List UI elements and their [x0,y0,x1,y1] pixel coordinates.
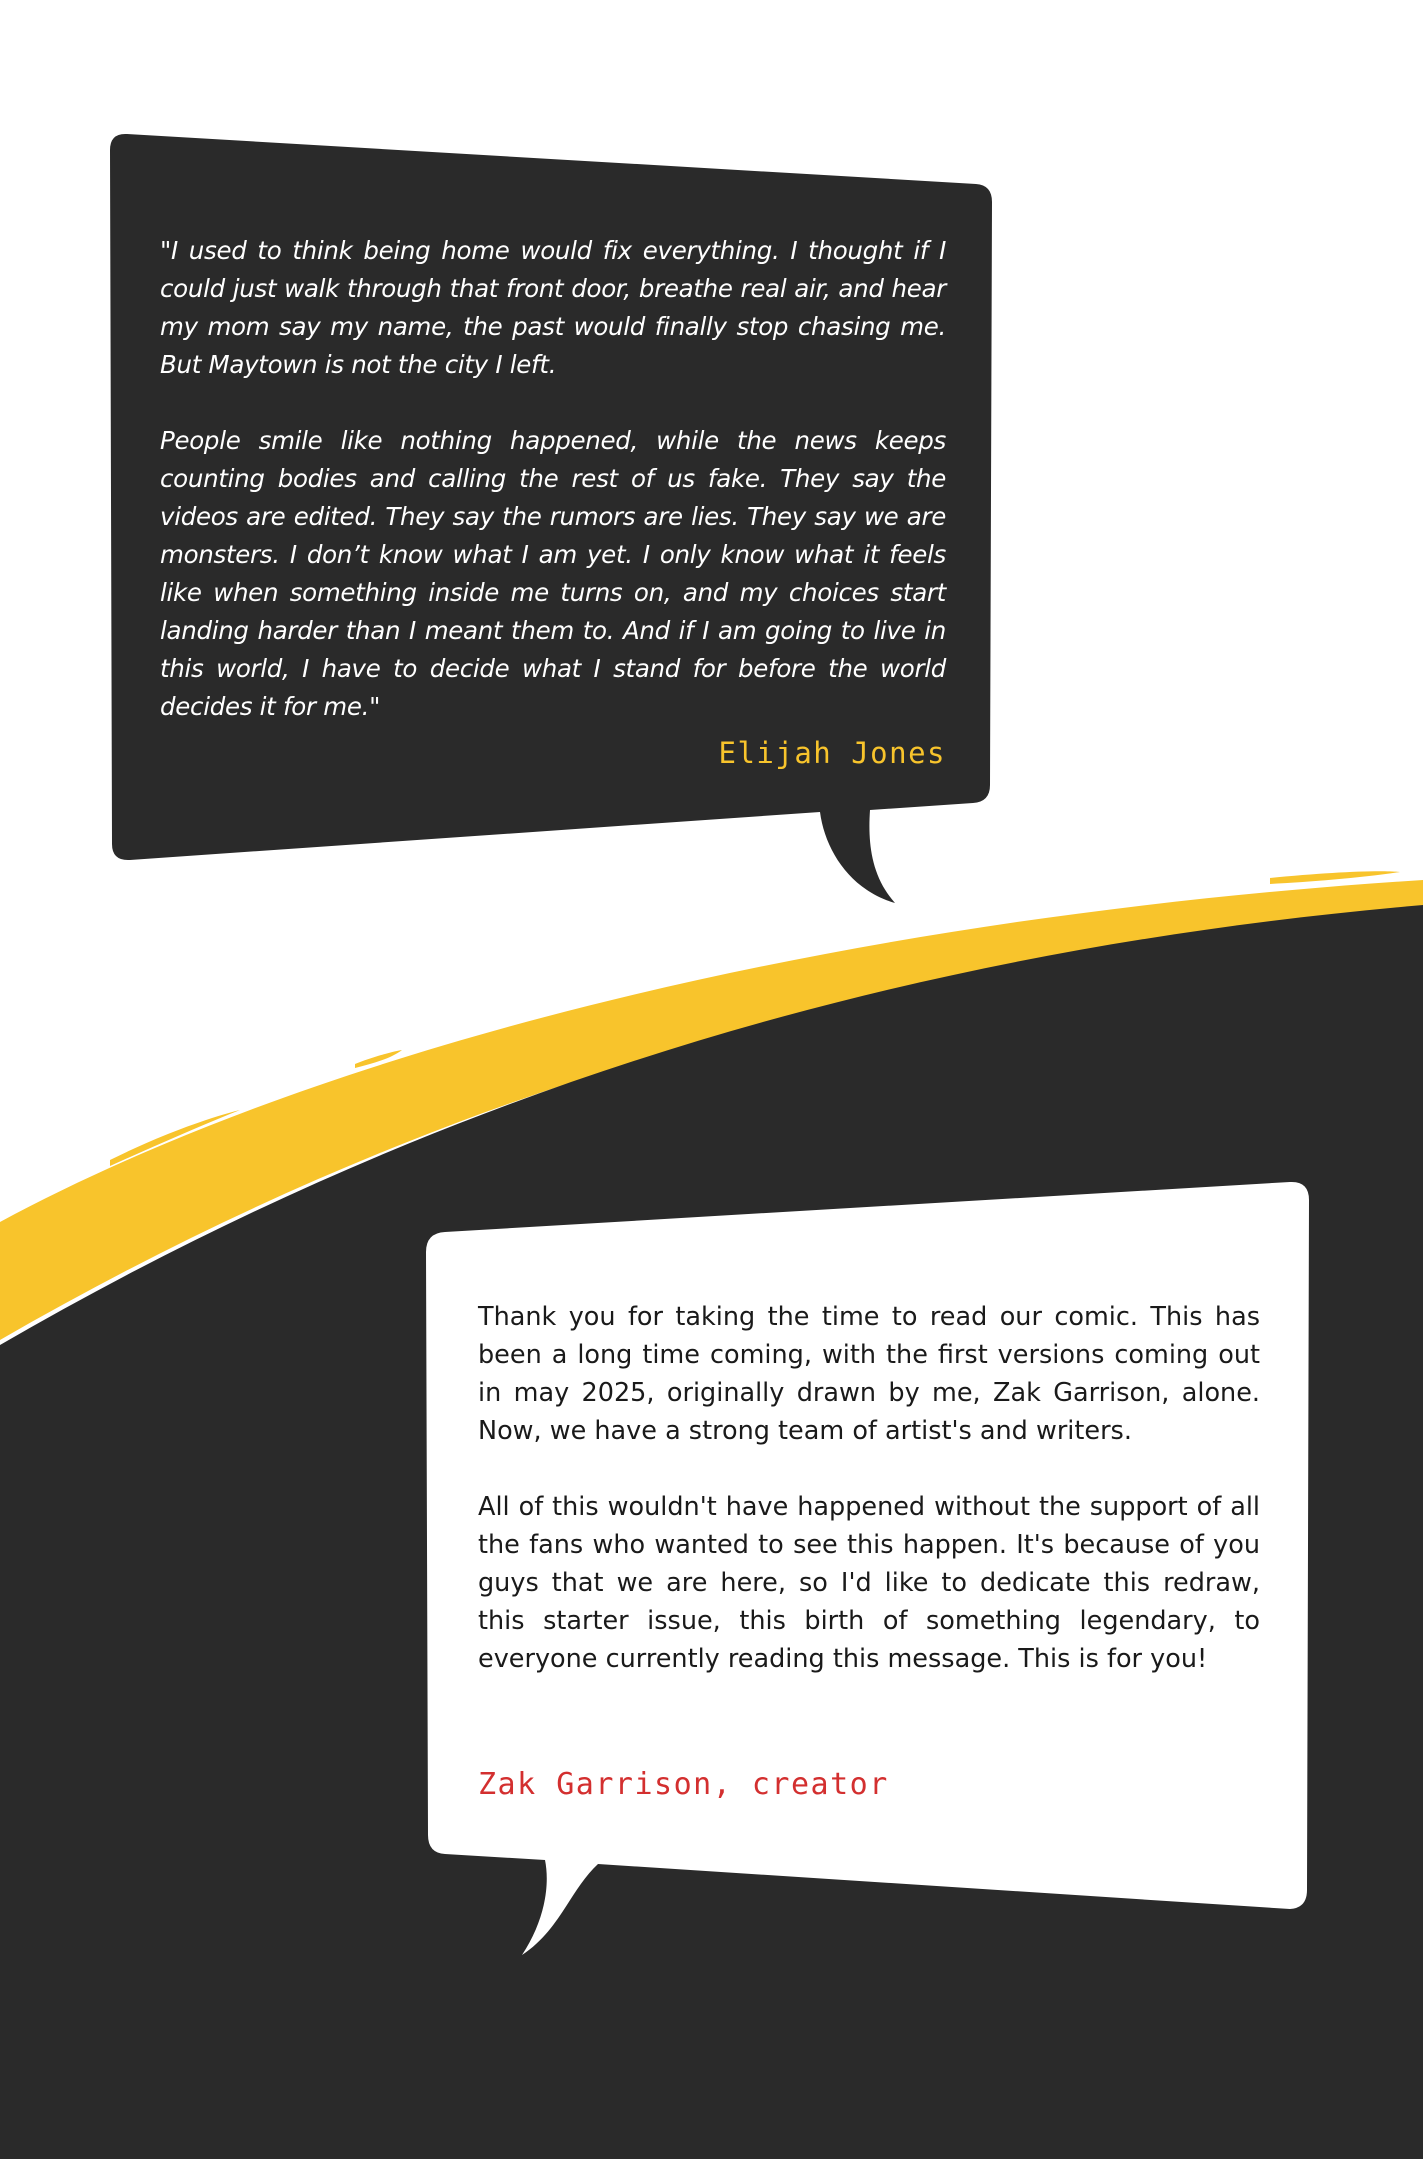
creator-note-paragraph: All of this wouldn't have happened without the support of all the fans who wanted to see this happen. It's because of you guys that we are here, so I'd like to dedicate this redraw, this starter issue, this birth of something legendary, to everyone currently reading this message. This is for you! [478,1492,1260,1674]
yellow-brush-streak [1270,871,1400,884]
creator-signature: Zak Garrison, creator [478,1767,889,1802]
creator-note-text [478,1298,1260,1678]
quote-author: Elijah Jones [718,736,946,770]
quote-paragraph: "I used to think being home would fix everything. I thought if I could just walk through that front door, breathe real air, and hear my mom say my name, the past would finally stop chasing me. But Maytown is not the city I left. [160,236,946,379]
quote-paragraph: People smile like nothing happened, while the news keeps counting bodies and calling the rest of us fake. They say the videos are edited. They say the rumors are lies. They say we are monsters. I don’t know what I am yet. I only know what it feels like when something inside me turns on, and my choices start landing harder than I meant them to. And if I am going to live in this world, I have to decide what I stand for before the world decides it for me." [160,426,946,721]
creator-note-paragraph: Thank you for taking the time to read our comic. This has been a long time coming, with the first versions coming out in may 2025, originally drawn by me, Zak Garrison, alone. Now, we have a strong team of artist's and writers. [478,1302,1260,1446]
quote-text [160,232,946,726]
